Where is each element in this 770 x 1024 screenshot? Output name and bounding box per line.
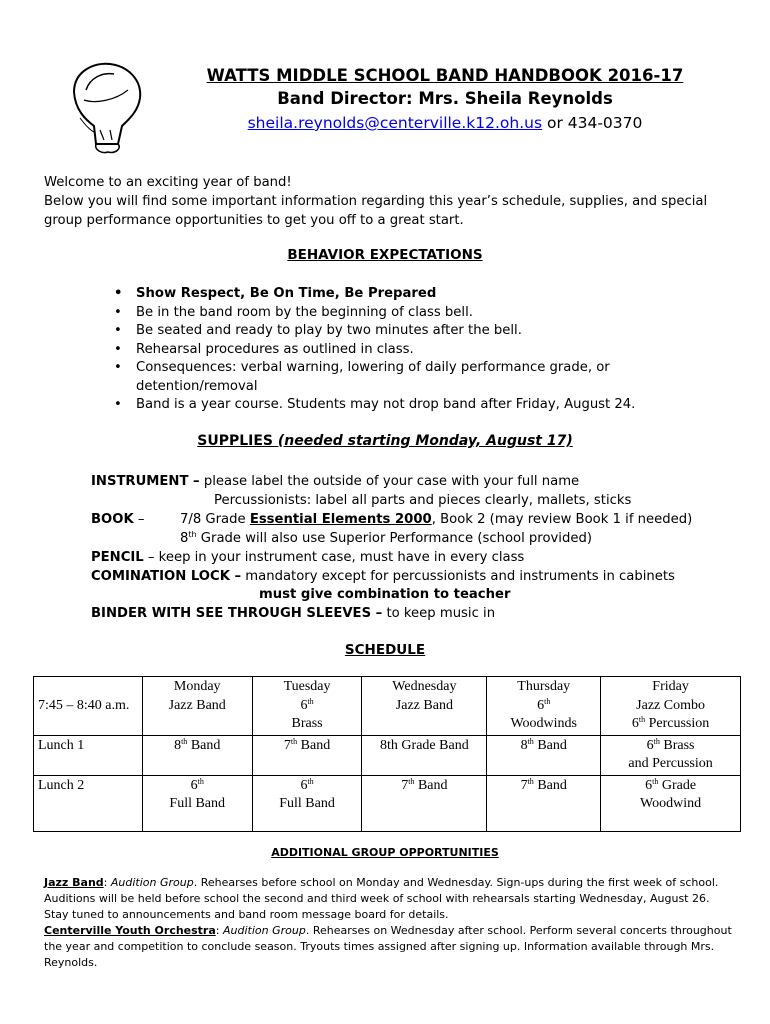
table-cell: 6th Brass [252,696,362,736]
table-row [34,696,741,736]
behavior-heading: BEHAVIOR EXPECTATIONS [287,247,483,263]
handbook-title: WATTS MIDDLE SCHOOL BAND HANDBOOK 2016-17 [206,66,684,85]
orchestra-label: Centerville Youth Orchestra [44,924,216,937]
supply-instrument-text: please label the outside of your case with your full name [199,474,580,489]
jazz-band-paragraph: Jazz Band: Audition Group. Rehearses before school on Monday and Wednesday. Sign-ups during the first week of school. Auditions will be held before school the second and third week of school with rehearsals starting Wednesday, August 26. Stay tuned to announcements and band room message board for details. [44,876,719,921]
table-cell: 8th Band [487,736,601,776]
supply-lock-text: mandatory except for percussionists and instruments in cabinets [241,569,675,584]
email-link[interactable]: sheila.reynolds@centerville.k12.oh.us [247,114,543,132]
day-header-monday: Monday [142,677,252,697]
book2-sup: th [188,530,197,539]
jazz-band-label: Jazz Band [44,876,104,889]
list-item: • Rehearsal procedures as outlined in class. [136,341,696,360]
additional-heading: ADDITIONAL GROUP OPPORTUNITIES [271,846,499,859]
jazz-audition: Audition Group [110,876,194,889]
table-row [34,736,741,776]
list-item: • Show Respect, Be On Time, Be Prepared [136,285,696,304]
supply-pencil-text: – keep in your instrument case, must have in every class [143,550,525,565]
supply-binder-text: to keep music in [382,606,496,621]
day-header-wednesday: Wednesday [362,677,487,697]
table-cell: Jazz Combo 6th Percussion [601,696,741,736]
supply-pencil [91,548,524,567]
contact-line [180,114,710,132]
book-rest: , Book 2 (may review Book 1 if needed) [431,512,693,527]
schedule-heading: SCHEDULE [344,642,426,658]
book-title: Essential Elements 2000 [249,512,432,527]
book2-num: 8 [180,531,189,546]
supply-book-label: BOOK [91,512,134,527]
table-cell: Jazz Band [362,696,487,736]
table-row [34,776,741,832]
supply-percussion-note: Percussionists: label all parts and pieces clearly, mallets, sticks [214,493,632,508]
supply-book-detail [180,510,692,529]
supply-lock [91,567,675,586]
orchestra-text: . Rehearses on Wednesday after school. Perform several concerts throughout the year and competition to conclude season. Tryouts times assigned after signing up. Information available through Mrs. Reynolds. [44,924,732,969]
table-cell: 8th Band [142,736,252,776]
table-cell: 7th Band [487,776,601,832]
supply-lock-label: COMINATION LOCK – [91,569,242,584]
intro-line-3: group performance opportunities to get you off to a great start. [44,213,464,228]
row-label: Lunch 2 [34,776,143,832]
table-cell: 6th Grade Woodwind [601,776,741,832]
intro-line-2: Below you will find some important information regarding this year’s schedule, supplies, and special [44,194,708,209]
orchestra-paragraph: Centerville Youth Orchestra: Audition Group. Rehearses on Wednesday after school. Perform several concerts throughout the year and competition to conclude season. Tryouts times assigned after signing up. Information available through Mrs. Reynolds. [44,924,732,969]
supplies-note: (needed starting Monday, August 17) [277,433,573,449]
table-cell: 6th Full Band [142,776,252,832]
table-cell: 7th Band [252,736,362,776]
intro-line-1: Welcome to an exciting year of band! [44,175,292,190]
table-cell: 7th Band [362,776,487,832]
supply-binder [91,604,495,623]
phone-text: or 434-0370 [542,114,643,132]
row-label: 7:45 – 8:40 a.m. [34,696,143,736]
day-header-friday: Friday [601,677,741,697]
book-grade: 7/8 Grade [180,512,250,527]
table-header-row [34,677,741,697]
table-corner-cell [34,677,143,697]
band-bell-logo-icon [66,60,146,156]
supply-pencil-label: PENCIL [91,550,144,565]
supply-binder-label: BINDER WITH SEE THROUGH SLEEVES – [91,606,383,621]
band-director: Band Director: Mrs. Sheila Reynolds [277,89,613,108]
schedule-table [33,676,741,832]
day-header-tuesday: Tuesday [252,677,362,697]
jazz-band-text: . Rehearses before school on Monday and Wednesday. Sign-ups during the first week of school. Auditions will be held before school the second and third week of school with rehearsals starting Wednesday, August 26. Stay tuned to announcements and band room message board for details. [44,876,719,921]
day-header-thursday: Thursday [487,677,601,697]
supply-instrument [91,472,579,491]
table-cell: 6th Brass and Percussion [601,736,741,776]
row-label: Lunch 1 [34,736,143,776]
supplies-heading [0,433,770,449]
supply-instrument-label: INSTRUMENT – [91,474,200,489]
table-cell: 8th Grade Band [362,736,487,776]
table-cell: 6th Woodwinds [487,696,601,736]
supply-book-8th [180,529,592,548]
supply-book-dash: – [133,512,145,527]
behavior-list [136,285,696,415]
supply-lock-note: must give combination to teacher [259,587,511,602]
book2-text: Grade will also use Superior Performance (school provided) [196,531,592,546]
orchestra-audition: Audition Group [223,924,306,937]
list-item: • Be in the band room by the beginning of class bell. [136,304,696,323]
table-cell: 6th Full Band [252,776,362,832]
table-cell: Jazz Band [142,696,252,736]
list-item: • Consequences: verbal warning, lowering of daily performance grade, or detention/removal [136,359,636,396]
list-item: • Be seated and ready to play by two minutes after the bell. [136,322,696,341]
list-item: • Band is a year course. Students may not drop band after Friday, August 24. [136,396,696,415]
supply-book [91,510,145,529]
supplies-title: SUPPLIES [197,433,273,449]
